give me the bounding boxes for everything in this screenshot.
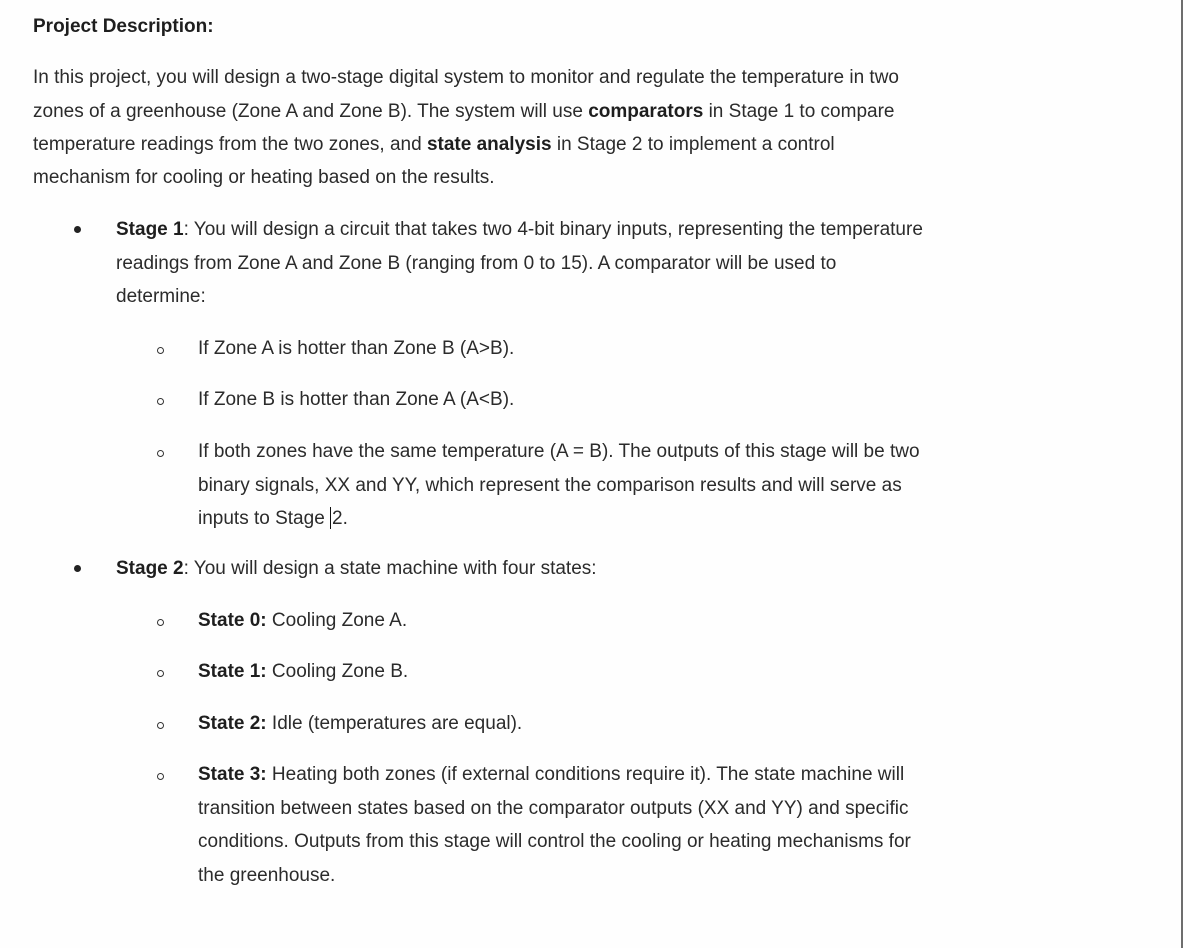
bold-text: State 0:: [198, 610, 267, 631]
stage2-sub-item-line: [198, 830, 911, 854]
intro-paragraph-line: [33, 133, 835, 157]
stage1-sub-item-line: [198, 474, 902, 498]
stage2-sub-item-line: [198, 712, 522, 736]
text-segment: 2.: [332, 508, 348, 529]
bold-text: Stage 1: [116, 219, 184, 240]
bullet-disc-icon: [74, 226, 81, 233]
text-segment: determine:: [116, 286, 206, 307]
bullet-circle-icon: [157, 670, 164, 677]
bullet-circle-icon: [157, 619, 164, 626]
bold-text: Stage 2: [116, 558, 184, 579]
bullet-disc-icon: [74, 565, 81, 572]
text-segment: If Zone A is hotter than Zone B (A>B).: [198, 338, 515, 359]
text-segment: in Stage 1 to compare: [703, 101, 895, 122]
stage1-line: [116, 252, 836, 276]
text-segment: in Stage 2 to implement a control: [551, 134, 835, 155]
intro-paragraph-line: [33, 100, 894, 124]
bold-text: State 1:: [198, 661, 267, 682]
bold-text: State 2:: [198, 713, 267, 734]
bullet-circle-icon: [157, 722, 164, 729]
stage1-sub-item-line: [198, 440, 920, 464]
bullet-circle-icon: [157, 450, 164, 457]
stage2-sub-item-line: [198, 797, 908, 821]
text-segment: temperature readings from the two zones, and: [33, 134, 427, 155]
intro-paragraph-line: [33, 166, 495, 190]
stage2-sub-item-line: [198, 660, 408, 684]
bold-text: state analysis: [426, 134, 552, 155]
stage1-sub-item-line: [198, 388, 514, 412]
bullet-circle-icon: [157, 773, 164, 780]
text-segment: Cooling Zone B.: [266, 661, 409, 682]
text-segment: : You will design a circuit that takes two 4-bit binary inputs, representing the temperature: [183, 219, 923, 240]
text-cursor: [330, 507, 331, 529]
text-segment: : You will design a state machine with four states:: [183, 558, 597, 579]
text-segment: In this project, you will design a two-stage digital system to monitor and regulate the temperature in two: [33, 67, 899, 88]
stage2-sub-item-line: [198, 763, 904, 787]
text-segment: zones of a greenhouse (Zone A and Zone B). The system will use: [33, 101, 589, 122]
stage2-sub-item-line: [198, 864, 335, 888]
bullet-circle-icon: [157, 347, 164, 354]
bold-text: State 3:: [198, 764, 267, 785]
text-segment: Idle (temperatures are equal).: [266, 713, 523, 734]
intro-paragraph-line: [33, 66, 899, 90]
text-segment: If Zone B is hotter than Zone A (A<B).: [198, 389, 515, 410]
text-segment: If both zones have the same temperature (A = B). The outputs of this stage will be two: [198, 441, 920, 462]
bold-text: comparators: [588, 101, 704, 122]
stage1-sub-item-line: [198, 507, 348, 531]
text-segment: the greenhouse.: [198, 864, 336, 886]
stage1-sub-item-line: [198, 337, 514, 361]
document-title: Project Description:: [33, 16, 214, 37]
text-segment: Heating both zones (if external conditions require it). The state machine will: [266, 764, 905, 785]
text-segment: conditions. Outputs from this stage will control the cooling or heating mechanisms for: [198, 831, 911, 852]
text-segment: inputs to Stage: [198, 508, 331, 529]
stage1-line: [116, 218, 923, 242]
stage1-line: [116, 285, 206, 309]
text-segment: readings from Zone A and Zone B (ranging from 0 to 15). A comparator will be used to: [116, 253, 837, 274]
stage2-sub-item-line: [198, 609, 407, 633]
text-segment: binary signals, XX and YY, which represent the comparison results and will serve as: [198, 474, 902, 496]
text-segment: transition between states based on the comparator outputs (XX and YY) and specific: [198, 797, 909, 819]
bullet-circle-icon: [157, 398, 164, 405]
text-segment: mechanism for cooling or heating based on the results.: [33, 167, 495, 188]
text-segment: Cooling Zone A.: [266, 610, 408, 631]
stage2-line: [116, 557, 597, 581]
